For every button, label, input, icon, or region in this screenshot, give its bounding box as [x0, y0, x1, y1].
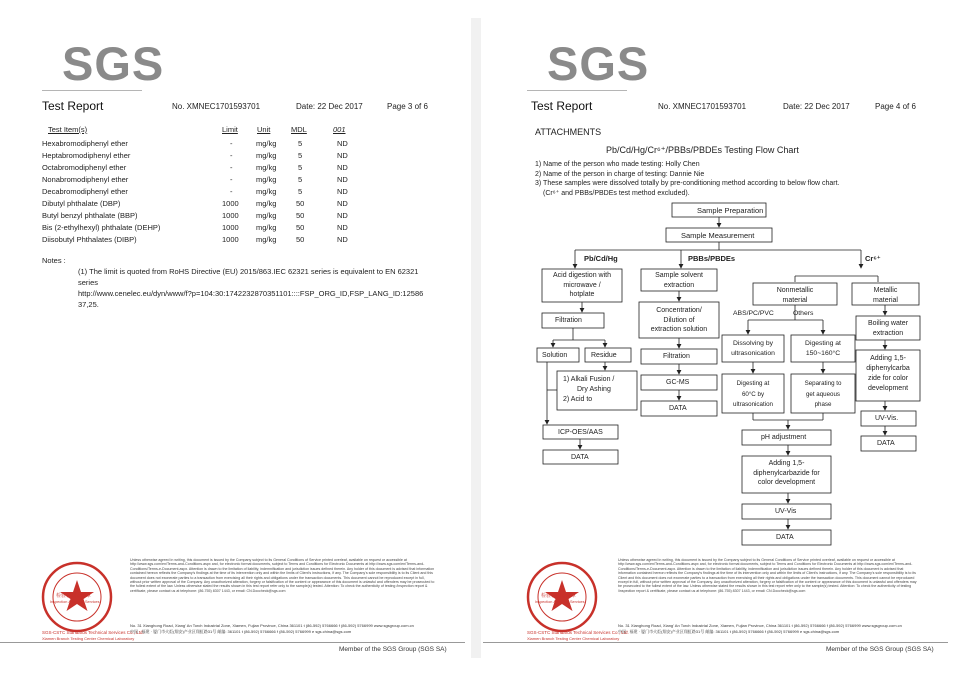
- table-cell: ND: [337, 211, 348, 220]
- label-line: Adding 1,5-: [768, 460, 805, 467]
- table-cell: mg/kg: [256, 187, 277, 196]
- table-cell: 5: [298, 163, 303, 172]
- table-cell: ND: [337, 139, 348, 148]
- footer-rule: [483, 642, 948, 643]
- address-cn: 中国 · 福建 · 厦门市火炬(翔安)产业区翔虹路31号 邮编: 361101 t (86-592) 5766666 f (86-592) 5766999 e sgs.china@sgs.com: [130, 629, 352, 634]
- table-cell: mg/kg: [256, 139, 277, 148]
- table-cell: ND: [337, 235, 348, 244]
- label-dissolving: [724, 339, 782, 358]
- label-uvvis: UV-Vis: [775, 508, 797, 515]
- member-text: Member of the SGS Group (SGS SA): [339, 646, 447, 653]
- table-cell: -: [230, 187, 233, 196]
- table-cell: mg/kg: [256, 235, 277, 244]
- stamp-text: 检验检测专用章: [541, 593, 577, 599]
- label-line: extraction: [663, 281, 695, 289]
- label-line: 60°C by: [741, 390, 765, 398]
- label-data-4: DATA: [877, 440, 895, 447]
- label-separating: [793, 379, 853, 411]
- table-cell: 5: [298, 175, 303, 184]
- report-number: No. XMNEC1701593701: [172, 102, 261, 111]
- table-cell: 50: [296, 223, 305, 232]
- disclaimer-text: Unless otherwise agreed in writing, this document is issued by the Company subject to its General Conditions of Service printed overleaf, available on request or accessible at http://www.sgs.com/en/Terms-and-Conditions.aspx and, for electronic format documents, subject to Terms and Conditions for Electronic Documents at http://www.sgs.com/en/Terms-and-Conditions/Terms-e-Document.aspx. Attention is drawn to the limitation of liability, indemnification and jurisdiction issues defined therein. Any holder of this document is advised that information contained hereon reflects the Company's findings at the time of its intervention only and within the limits of Client's instructions, if any. The Company's sole responsibility is to its Client and this document does not exonerate parties to a transaction from exercising all their rights and obligations under the transaction documents. This document cannot be reproduced except in full, without prior written approval of the Company. Any unauthorized alteration, forgery or falsification of the content or appearance of this document is unlawful and offenders may be prosecuted to the fullest extent of the law. Unless otherwise stated the results shown in this test report refer only to the sample(s) tested. Attention: To check the authenticity of testing /inspection report & certificate, please contact us at telephone: (86-755) 8307 1443, or email: CN.Doccheck@sgs.com: [130, 558, 435, 593]
- stamp-text: 检验检测专用章: [56, 593, 92, 599]
- label-data-2: DATA: [669, 405, 687, 412]
- label-line: color development: [757, 479, 816, 486]
- table-cell: 5: [298, 139, 303, 148]
- label-line: material: [782, 296, 808, 304]
- table-cell: mg/kg: [256, 151, 277, 160]
- label-line: hotplate: [569, 291, 595, 298]
- label-line: get aqueous: [805, 390, 841, 398]
- page-number: Page 4 of 6: [875, 102, 916, 111]
- table-cell: ND: [337, 199, 348, 208]
- report-page-4: [483, 18, 948, 658]
- label-line: zide for color: [867, 375, 909, 382]
- report-title: Test Report: [531, 99, 593, 113]
- table-cell: Heptabromodiphenyl ether: [42, 151, 131, 160]
- table-cell: Hexabromodiphenyl ether: [42, 139, 128, 148]
- address-en: No. 31 Xianghong Road, Xiang' An Torch Industrial Zone, Xiamen, Fujian Province, China 361101 t (86-592) 5766666 f (86-592) 5766999 www.sgsgroup.com.cn: [130, 623, 414, 628]
- table-cell: 1000: [222, 199, 239, 208]
- col-test-item: Test Item(s): [48, 125, 88, 134]
- table-cell: 50: [296, 235, 305, 244]
- page-number: Page 3 of 6: [387, 102, 428, 111]
- label-digesting-60: [724, 379, 782, 411]
- disclaimer-text: Unless otherwise agreed in writing, this document is issued by the Company subject to its General Conditions of Service printed overleaf, available on request or accessible at http://www.sgs.com/en/Terms-and-Conditions.aspx and, for electronic format documents, subject to Terms and Conditions for Electronic Documents at http://www.sgs.com/en/Terms-and-Conditions/Terms-e-Document.aspx. Attention is drawn to the limitation of liability, indemnification and jurisdiction issues defined therein. Any holder of this document is advised that information contained hereon reflects the Company's findings at the time of its intervention only and within the limits of Client's instructions, if any. The Company's sole responsibility is to its Client and this document does not exonerate parties to a transaction from exercising all their rights and obligations under the transaction documents. This document cannot be reproduced except in full, without prior written approval of the Company. Any unauthorized alteration, forgery or falsification of the content or appearance of this document is unlawful and offenders may be prosecuted to the fullest extent of the law. Unless otherwise stated the results shown in this test report refer only to the sample(s) tested. Attention: To check the authenticity of testing /inspection report & certificate, please contact us at telephone: (86-755) 8307 1443, or email: CN.Doccheck@sgs.com: [618, 558, 917, 593]
- notes-label: Notes :: [42, 256, 66, 265]
- label-line: Concentration/: [656, 307, 702, 314]
- col-unit: Unit: [257, 125, 271, 134]
- table-cell: -: [230, 163, 233, 172]
- label-line: Metallic: [873, 287, 898, 294]
- stamp-subtitle: Inspection & Testing Services: [535, 600, 585, 604]
- attachments-heading: ATTACHMENTS: [535, 127, 602, 137]
- label-uvvis-2: UV-Vis.: [875, 415, 899, 422]
- label-solvent: [643, 271, 715, 290]
- label-data-3: DATA: [776, 534, 794, 541]
- lab-name: SGS-CSTC Standards Technical Services Co., Ltd.: [42, 630, 144, 635]
- info-line: (Cr⁶⁺ and PBBs/PBDEs test method excluded).: [543, 189, 690, 197]
- label-acid: [546, 271, 618, 300]
- col-mdl: MDL: [291, 125, 307, 134]
- label-filtration-2: Filtration: [663, 353, 690, 360]
- label-line: 1) Alkali Fusion /: [563, 376, 615, 383]
- label-concentration: [641, 306, 717, 335]
- label-sample-prep: Sample Preparation: [697, 206, 764, 215]
- table-cell: mg/kg: [256, 175, 277, 184]
- table-cell: mg/kg: [256, 211, 277, 220]
- label-line: ultrasonication: [731, 349, 775, 357]
- label-metallic: [854, 286, 917, 305]
- table-cell: mg/kg: [256, 223, 277, 232]
- table-cell: -: [230, 175, 233, 184]
- label-line: development: [867, 385, 909, 392]
- label-branch-pb: Pb/Cd/Hg: [584, 254, 618, 263]
- lab-name: SGS-CSTC Standards Technical Services Co., Ltd.: [527, 630, 629, 635]
- label-line: 2) Acid to: [563, 396, 593, 403]
- label-filtration-1: Filtration: [555, 317, 582, 324]
- table-cell: 1000: [222, 235, 239, 244]
- label-line: phase: [814, 401, 832, 408]
- footer-rule: [0, 642, 465, 643]
- table-cell: -: [230, 151, 233, 160]
- label-gcms: GC-MS: [666, 379, 690, 386]
- lab-branch: Xiamen Branch Testing Center Chemical Laboratory: [42, 636, 135, 641]
- label-solution: Solution: [542, 352, 568, 359]
- table-cell: Diisobutyl Phthalates (DIBP): [42, 235, 137, 244]
- label-line: microwave /: [563, 281, 601, 289]
- label-line: Adding 1,5-: [870, 355, 906, 362]
- label-line: Boiling water: [867, 320, 909, 327]
- label-boiling: [858, 319, 918, 338]
- label-line: Digesting at: [736, 380, 770, 387]
- table-cell: mg/kg: [256, 199, 277, 208]
- label-line: ultrasonication: [733, 401, 773, 408]
- label-branch-cr: Cr⁶⁺: [865, 254, 881, 263]
- col-sample-001: 001: [333, 125, 346, 134]
- label-line: Digesting at: [805, 340, 841, 347]
- sgs-logo: SGS: [62, 37, 165, 90]
- table-cell: 5: [298, 151, 303, 160]
- table-cell: 50: [296, 199, 305, 208]
- table-cell: Dibutyl phthalate (DBP): [42, 199, 121, 208]
- label-branch-pbb: PBBs/PBDEs: [688, 254, 736, 263]
- table-cell: Decabromodiphenyl ether: [42, 187, 128, 196]
- page-gap: [471, 18, 481, 658]
- label-digesting-150: [793, 339, 853, 358]
- label-nonmetallic: [755, 286, 835, 305]
- table-cell: ND: [337, 187, 348, 196]
- label-line: Separating to: [804, 380, 842, 387]
- table-cell: Butyl benzyl phthalate (BBP): [42, 211, 138, 220]
- info-line: 2) Name of the person in charge of testing: Dannie Nie: [535, 170, 705, 178]
- label-line: Dry Ashing: [577, 386, 611, 393]
- table-cell: mg/kg: [256, 163, 277, 172]
- notes-body: [78, 266, 458, 310]
- label-line: 150~160°C: [805, 349, 841, 357]
- label-alkali: [563, 375, 614, 405]
- label-adding: [744, 459, 829, 488]
- address-en: No. 31 Xianghong Road, Xiang' An Torch Industrial Zone, Xiamen, Fujian Province, China 361101 t (86-592) 5766666 f (86-592) 5766999 www.sgsgroup.com.cn: [618, 623, 902, 628]
- note-line: (1) The limit is quoted from RoHS Directive (EU) 2015/863.IEC 62321 series is equivalent to EN 62321: [78, 267, 419, 276]
- table-cell: -: [230, 139, 233, 148]
- label-line: Nonmetallic: [776, 287, 814, 294]
- member-text: Member of the SGS Group (SGS SA): [826, 646, 934, 653]
- flow-chart-title: Pb/Cd/Hg/Cr⁶⁺/PBBs/PBDEs Testing Flow Chart: [606, 145, 799, 155]
- table-cell: 1000: [222, 223, 239, 232]
- table-cell: ND: [337, 151, 348, 160]
- label-line: extraction: [872, 329, 904, 337]
- label-line: material: [873, 296, 898, 304]
- note-link[interactable]: http://www.cenelec.eu/dyn/www/f?p=104:30:1742232870351101::::FSP_ORG_ID,FSP_LANG_ID:12586: [78, 289, 424, 298]
- table-cell: 1000: [222, 211, 239, 220]
- label-icp: ICP-OES/AAS: [558, 429, 603, 436]
- report-date: Date: 22 Dec 2017: [296, 102, 363, 111]
- label-line: diphenylcarbazide for: [753, 469, 820, 477]
- report-title: Test Report: [42, 99, 104, 113]
- label-line: Dilution of: [663, 316, 695, 324]
- report-date: Date: 22 Dec 2017: [783, 102, 850, 111]
- label-ph: pH adjustment: [761, 434, 807, 441]
- report-page-3: [0, 18, 465, 658]
- label-residue: Residue: [591, 352, 617, 359]
- label-adding-metal: [858, 354, 918, 394]
- note-line: 37,25.: [78, 300, 99, 309]
- label-line: Sample solvent: [655, 272, 703, 279]
- table-cell: ND: [337, 163, 348, 172]
- table-cell: ND: [337, 175, 348, 184]
- table-cell: 5: [298, 187, 303, 196]
- table-cell: Octabromodiphenyl ether: [42, 163, 127, 172]
- label-sample-measure: Sample Measurement: [681, 231, 755, 240]
- info-line: 1) Name of the person who made testing: Holly Chen: [535, 161, 700, 168]
- table-cell: ND: [337, 223, 348, 232]
- label-abs: ABS/PC/PVC: [733, 310, 774, 317]
- lab-branch: Xiamen Branch Testing Center Chemical Laboratory: [527, 636, 620, 641]
- table-cell: Nonabromodiphenyl ether: [42, 175, 129, 184]
- logo-rule: [42, 90, 142, 91]
- label-data-1: DATA: [571, 454, 589, 461]
- table-cell: Bis (2-ethylhexyl) phthalate (DEHP): [42, 223, 161, 232]
- col-limit: Limit: [222, 125, 238, 134]
- label-line: Acid digestion with: [553, 272, 611, 279]
- report-number: No. XMNEC1701593701: [658, 102, 747, 111]
- note-line: series: [78, 278, 99, 287]
- label-line: diphenylcarba: [866, 365, 910, 372]
- sgs-logo: SGS: [547, 37, 650, 90]
- label-line: Dissolving by: [732, 340, 774, 347]
- info-line: 3) These samples were dissolved totally by pre-conditioning method according to below flow chart.: [535, 180, 840, 187]
- table-cell: 50: [296, 211, 305, 220]
- label-line: extraction solution: [650, 326, 708, 333]
- stamp-subtitle: Inspection & Testing Services: [50, 600, 100, 604]
- label-others: Others: [793, 310, 814, 317]
- address-cn: 中国 · 福建 · 厦门市火炬(翔安)产业区翔虹路31号 邮编: 361101 t (86-592) 5766666 f (86-592) 5766999 e sgs.china@sgs.com: [618, 629, 840, 634]
